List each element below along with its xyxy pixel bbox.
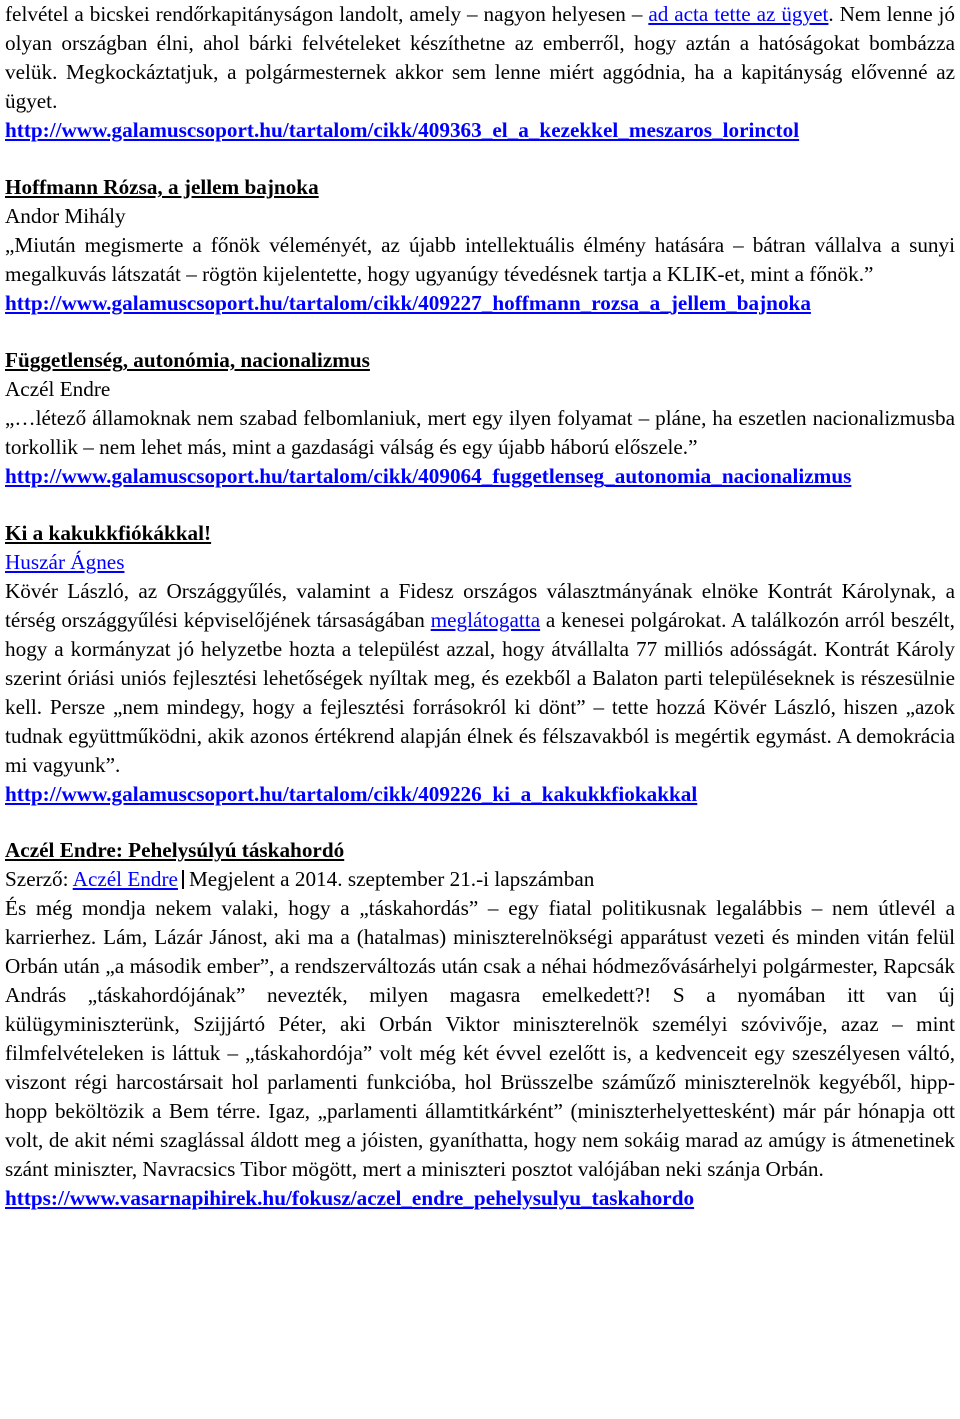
article-3-author-line xyxy=(5,548,955,577)
article-3-author-link[interactable]: Huszár Ágnes xyxy=(5,550,125,574)
article-4-title: Aczél Endre: Pehelysúlyú táskahordó xyxy=(5,838,345,862)
article-1-author: Andor Mihály xyxy=(5,204,126,228)
article-1-title: Hoffmann Rózsa, a jellem bajnoka xyxy=(5,175,319,199)
article-3-url-link[interactable]: http://www.galamuscsoport.hu/tartalom/cikk/409226_ki_a_kakukkfiokakkal xyxy=(5,782,698,806)
article-1-url-link[interactable]: http://www.galamuscsoport.hu/tartalom/cikk/409227_hoffmann_rozsa_a_jellem_bajnoka xyxy=(5,291,811,315)
article-2-body: „…létező államoknak nem szabad felbomlaniuk, mert egy ilyen folyamat – pláne, ha eszetlen nacionalizmusba torkollik – nem lehet más, mint a gazdasági válság és egy újabb háború előszele.” xyxy=(5,406,955,459)
article-3-body xyxy=(5,577,955,780)
article-3-title: Ki a kakukkfiókákkal! xyxy=(5,521,212,545)
article-2-author: Aczél Endre xyxy=(5,377,111,401)
article-4-url-line xyxy=(5,1184,955,1213)
byline-divider xyxy=(182,870,184,889)
article-1-body: „Miután megismerte a főnök véleményét, az újabb intellektuális élmény hatására – bátran vállalva a sunyi megalkuvás látszatát – rögtön kijelentette, hogy ugyanúgy tévedésnek tartja a KLIK-et, mint a főnök.” xyxy=(5,233,955,286)
intro-inline-link[interactable]: ad acta tette az ügyet xyxy=(648,2,829,26)
article-4-published: Megjelent a 2014. szeptember 21.-i lapszámban xyxy=(188,867,595,891)
article-4-byline xyxy=(5,865,955,894)
article-2-url-link[interactable]: http://www.galamuscsoport.hu/tartalom/cikk/409064_fuggetlenseg_autonomia_nacionalizmus xyxy=(5,464,852,488)
article-2-title-line xyxy=(5,346,955,375)
article-3-url-line xyxy=(5,780,955,809)
article-2-url-line xyxy=(5,462,955,491)
intro-paragraph xyxy=(5,0,955,116)
article-1-title-line xyxy=(5,173,955,202)
intro-text-after-link: . Nem lenne jó olyan országban élni, ahol bárki felvételeket készíthetne az emberről, hogy aztán a hatóságokat bombázza velük. Megkockáztatjuk, a polgármesternek akkor sem lenne miért aggódnia, ha a kapitányság elővenné az ügyet. xyxy=(5,2,955,113)
intro-text-before-link: felvétel a bicskei rendőrkapitányságon landolt, amely – nagyon helyesen – xyxy=(5,2,649,26)
article-4-url-link[interactable]: https://www.vasarnapihirek.hu/fokusz/aczel_endre_pehelysulyu_taskahordo xyxy=(5,1186,695,1210)
article-2-title: Függetlenség, autonómia, nacionalizmus xyxy=(5,348,370,372)
intro-url-link[interactable]: http://www.galamuscsoport.hu/tartalom/cikk/409363_el_a_kezekkel_meszaros_lorinctol xyxy=(5,118,800,142)
article-3-inline-link[interactable]: meglátogatta xyxy=(430,608,541,632)
article-3-body-before-link: Kövér László, az Országgyűlés, valamint a Fidesz országos választmányának elnöke Kontrát Károlynak, a térség országgyűlési képviselőjének társaságában xyxy=(5,579,955,632)
article-4-body: És még mondja nekem valaki, hogy a „táskahordás” – egy fiatal politikusnak legalábbis – nem útlevél a karrierhez. Lám, Lázár Jánost, aki ma a (hatalmas) miniszterelnökségi apparátust vezeti és minden vitán felül Orbán után „a második ember”, a rendszerváltozás után csak a néhai hódmezővásárhelyi polgármester, Rapcsák András „táskahordójának” nevezték, milyen magasra emelkedett?! S a nyomában itt van új külügyminiszterünk, Szijjártó Péter, aki Orbán Viktor miniszterelnök személyi szóvivője, azaz – mint filmfelvételeken is láttuk – „táskahordója” volt még két évvel ezelőtt is, a kedvenceit egy szeszélyesen váltó, viszont régi harcostársait hol parlamenti funkcióba, hol Brüsszelbe száműző miniszterelnök kegyéből, hipp-hopp beköltözik a Bem térre. Igaz, „parlamenti államtitkárként” (miniszterhelyettesként) már pár hónapja ott volt, de akit némi szaglással áldott meg a jóisten, gyaníthatta, hogy nem sokáig marad az amúgy is átmenetinek szánt miniszter, Navracsics Tibor mögött, mert a miniszteri posztot valójában neki szánja Orbán. xyxy=(5,896,955,1181)
intro-url-line xyxy=(5,116,955,145)
article-1-url-line xyxy=(5,289,955,318)
article-3-body-after-link: a kenesei polgárokat. A találkozón arról beszélt, hogy a kormányzat jó helyzetbe hozta a települést azzal, hogy átvállalta 77 milliós adósságát. Kontrát Károly szerint óriási uniós fejlesztési lehetőségek nyíltak meg, és ezekből a Balaton parti településeknek is részesülnie kell. Persze „nem mindegy, hogy a fejlesztési forrásokról ki dönt” – tette hozzá Kövér László, hiszen „azok tudnak együttműködni, akik azonos értékrend alapján élnek és félszavakból is megértik egymást. A demokrácia mi vagyunk”. xyxy=(5,608,955,777)
article-4-byline-prefix: Szerző: xyxy=(5,867,73,891)
article-3-title-line xyxy=(5,519,955,548)
article-4-author-link[interactable]: Aczél Endre xyxy=(72,867,178,891)
article-4-title-line xyxy=(5,836,955,865)
